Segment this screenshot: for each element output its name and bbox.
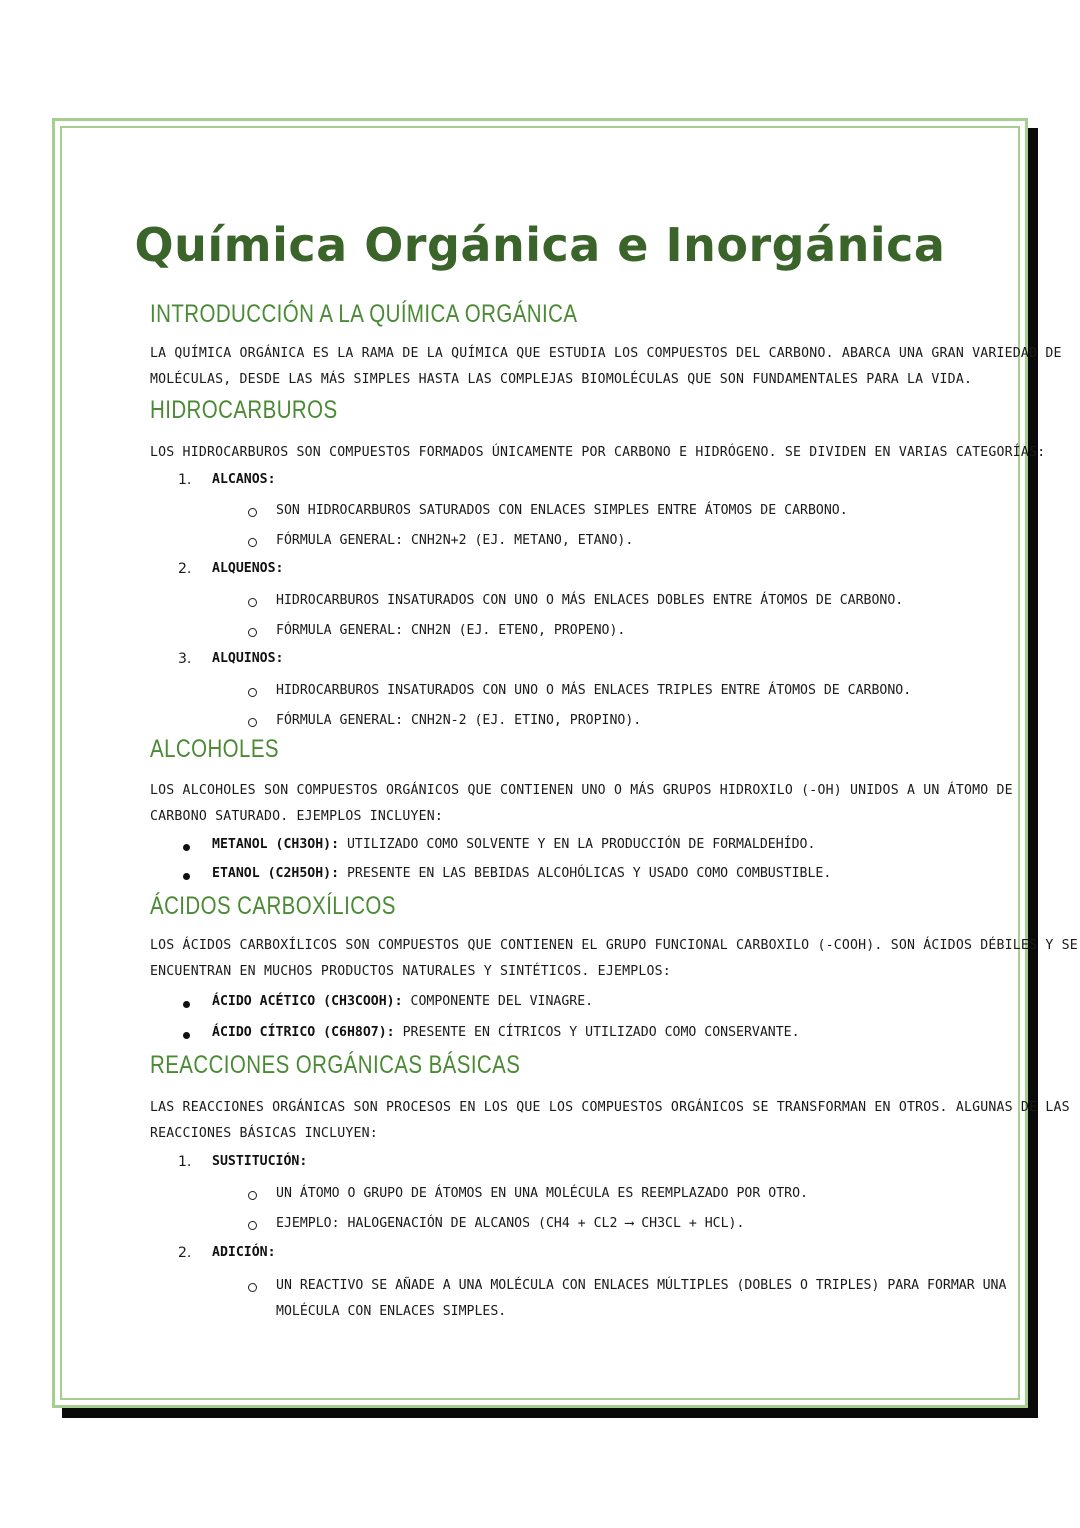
page-title: Química Orgánica e Inorgánica [134, 218, 946, 272]
circle-bullet-icon [248, 1283, 257, 1292]
sub-item: FÓRMULA GENERAL: CNH2N-2 (EJ. ETINO, PROPINO). [276, 713, 642, 728]
bullet-text: PRESENTE EN LAS BEBIDAS ALCOHÓLICAS Y USADO COMO COMBUSTIBLE. [339, 866, 832, 881]
list-number: 1. [178, 1154, 192, 1170]
heading-acidos: ÁCIDOS CARBOXÍLICOS [150, 892, 396, 920]
list-number: 3. [178, 651, 192, 667]
reacciones-line-2: REACCIONES BÁSICAS INCLUYEN: [150, 1126, 378, 1141]
bullet-dot-icon [183, 844, 190, 851]
bullet-metanol [212, 837, 815, 852]
sub-item: FÓRMULA GENERAL: CNH2N (EJ. ETENO, PROPENO). [276, 623, 626, 638]
heading-intro: INTRODUCCIÓN A LA QUÍMICA ORGÁNICA [150, 300, 578, 328]
list-number: 2. [178, 561, 192, 577]
bullet-text: PRESENTE EN CÍTRICOS Y UTILIZADO COMO CONSERVANTE. [394, 1025, 800, 1040]
sub-item: FÓRMULA GENERAL: CNH2N+2 (EJ. METANO, ETANO). [276, 533, 634, 548]
list-label-alquenos: ALQUENOS: [212, 561, 284, 576]
list-label-alcanos: ALCANOS: [212, 472, 276, 487]
bullet-term: METANOL (CH3OH): [212, 837, 340, 852]
bullet-dot-icon [183, 873, 190, 880]
circle-bullet-icon [248, 688, 257, 697]
circle-bullet-icon [248, 718, 257, 727]
bullet-term: ÁCIDO CÍTRICO (C6H8O7): [212, 1025, 395, 1040]
bullet-term: ÁCIDO ACÉTICO (CH3COOH): [212, 994, 403, 1009]
bullet-dot-icon [183, 1032, 190, 1039]
bullet-text: COMPONENTE DEL VINAGRE. [402, 994, 594, 1009]
circle-bullet-icon [248, 598, 257, 607]
acidos-line-2: ENCUENTRAN EN MUCHOS PRODUCTOS NATURALES Y SINTÉTICOS. EJEMPLOS: [150, 964, 671, 979]
alcoholes-line-2: CARBONO SATURADO. EJEMPLOS INCLUYEN: [150, 809, 444, 824]
list-label-adicion: ADICIÓN: [212, 1245, 276, 1260]
list-label-alquinos: ALQUINOS: [212, 651, 284, 666]
circle-bullet-icon [248, 508, 257, 517]
heading-reacciones: REACCIONES ORGÁNICAS BÁSICAS [150, 1051, 521, 1079]
list-number: 1. [178, 472, 192, 488]
sub-item: HIDROCARBUROS INSATURADOS CON UNO O MÁS ENLACES TRIPLES ENTRE ÁTOMOS DE CARBONO. [276, 683, 912, 698]
sub-item: UN ÁTOMO O GRUPO DE ÁTOMOS EN UNA MOLÉCULA ES REEMPLAZADO POR OTRO. [276, 1186, 808, 1201]
sub-item: UN REACTIVO SE AÑADE A UNA MOLÉCULA CON ENLACES MÚLTIPLES (DOBLES O TRIPLES) PARA FORMAR UNA [276, 1278, 1007, 1293]
circle-bullet-icon [248, 628, 257, 637]
bullet-term: ETANOL (C2H5OH): [212, 866, 340, 881]
sub-item-continued: MOLÉCULA CON ENLACES SIMPLES. [276, 1304, 507, 1319]
sub-item: SON HIDROCARBUROS SATURADOS CON ENLACES SIMPLES ENTRE ÁTOMOS DE CARBONO. [276, 503, 848, 518]
list-label-sustitucion: SUSTITUCIÓN: [212, 1154, 308, 1169]
list-number: 2. [178, 1245, 192, 1261]
circle-bullet-icon [248, 1191, 257, 1200]
heading-alcoholes: ALCOHOLES [150, 735, 280, 763]
circle-bullet-icon [248, 1221, 257, 1230]
bullet-text: UTILIZADO COMO SOLVENTE Y EN LA PRODUCCIÓN DE FORMALDEHÍDO. [339, 837, 816, 852]
bullet-dot-icon [183, 1001, 190, 1008]
bullet-acido-citrico [212, 1025, 800, 1040]
acidos-line-1: LOS ÁCIDOS CARBOXÍLICOS SON COMPUESTOS QUE CONTIENEN EL GRUPO FUNCIONAL CARBOXILO (-COOH). SON ÁCIDOS DÉBILES Y SE [150, 938, 1078, 953]
sub-item: HIDROCARBUROS INSATURADOS CON UNO O MÁS ENLACES DOBLES ENTRE ÁTOMOS DE CARBONO. [276, 593, 904, 608]
heading-hidrocarburos: HIDROCARBUROS [150, 396, 338, 424]
alcoholes-line-1: LOS ALCOHOLES SON COMPUESTOS ORGÁNICOS QUE CONTIENEN UNO O MÁS GRUPOS HIDROXILO (-OH) UNIDOS A UN ÁTOMO DE [150, 783, 1013, 798]
reacciones-line-1: LAS REACCIONES ORGÁNICAS SON PROCESOS EN LOS QUE LOS COMPUESTOS ORGÁNICOS SE TRANSFORMAN EN OTROS. ALGUNAS DE LAS [150, 1100, 1070, 1115]
bullet-acido-acetico [212, 994, 593, 1009]
sub-item: EJEMPLO: HALOGENACIÓN DE ALCANOS (CH4 + CL2 ⟶ CH3CL + HCL). [276, 1216, 745, 1231]
bullet-etanol [212, 866, 831, 881]
intro-line-2: MOLÉCULAS, DESDE LAS MÁS SIMPLES HASTA LAS COMPLEJAS BIOMOLÉCULAS QUE SON FUNDAMENTALES PARA LA VIDA. [150, 372, 973, 387]
intro-line-1: LA QUÍMICA ORGÁNICA ES LA RAMA DE LA QUÍMICA QUE ESTUDIA LOS COMPUESTOS DEL CARBONO. ABARCA UNA GRAN VARIEDAD DE [150, 346, 1062, 361]
circle-bullet-icon [248, 538, 257, 547]
hidrocarburos-line-1: LOS HIDROCARBUROS SON COMPUESTOS FORMADOS ÚNICAMENTE POR CARBONO E HIDRÓGENO. SE DIVIDEN EN VARIAS CATEGORÍAS: [150, 445, 1046, 460]
